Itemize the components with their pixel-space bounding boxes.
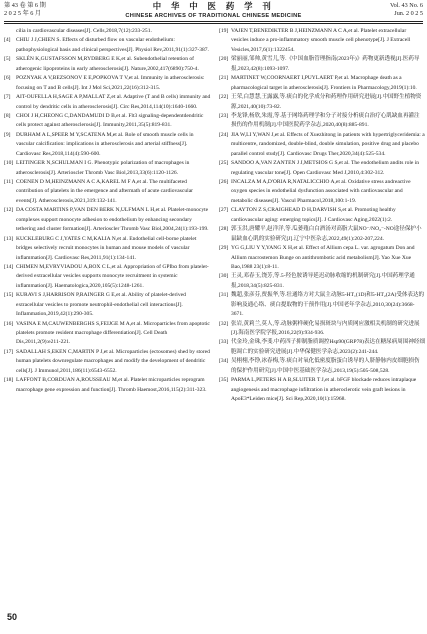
reference-number: [13] — [4, 235, 14, 242]
reference-text: KURAVI S J,HARRISON P,RAINGER G E,et al. Ability of platelet-derived extracellular vesicles to promote neutrophil-endothelial cell interactions[J]. Inflammation,2019,42(1):290-305. — [16, 292, 186, 318]
reference-number: [15] — [4, 292, 14, 299]
reference-number: [22] — [219, 94, 229, 101]
reference-item — [4, 348, 212, 376]
reference-text: MARTINET W,COORNAERT I,PUYLAERT P,et al. Macrophage death as a pharmacological target in atherosclerosis[J]. Frontiers in Pharmacology,2019(1):10. — [231, 75, 417, 91]
volume-issue-en: Vol. 43 No. 6 — [389, 2, 423, 9]
reference-item — [219, 74, 425, 93]
reference-number: [30] — [219, 273, 229, 280]
reference-text: CHIU J J,CHIEN S. Effects of disturbed flow on vascular endothelium: pathophysiological basis and clinical perspectives[J]. Physiol Rev,2011,91(1):327-387. — [16, 37, 209, 53]
reference-item — [219, 357, 425, 376]
reference-text: DURHAM A L,SPEER M Y,SCATENA M,et al. Role of smooth muscle cells in vascular calcification: implications in atherosclerosis and arterial stiffness[J]. Cardiovasc Res,2018,114(4):590-600. — [16, 131, 194, 157]
reference-item — [4, 159, 212, 178]
reference-text: SKLÉN K,GUSTAFSSON M,RYDBERG E K,et al. Subendothelial retention of atherogenic lipoproteins in early atherosclerosis[J]. Nature,2002,417(6890):750-4. — [16, 56, 199, 72]
reference-item — [219, 131, 425, 159]
reference-item — [219, 225, 425, 244]
reference-number: [25] — [219, 160, 229, 167]
reference-text: CHOI J H,CHEONG C,DANDAMUDI D B,et al. Flt3 signaling-dependentdendritic cells protect against atherosclerosis[J]. Immunity,2011,35(5):819-831. — [16, 112, 204, 129]
reference-text: JIA W,LI Y,WAN J,et al. Effects of Xuezhitong in patients with hypertriglyceridemia: a multicentre, randomized, double-blind, double simulation, positive drug and placebo parallel control study[J]. Cardiovasc Drugs Ther,2020,34(4):525-534. — [231, 131, 425, 157]
reference-item — [4, 131, 212, 159]
reference-item — [219, 112, 425, 131]
reference-text: SANDOO A,VAN ZANTEN J J,METSIOS G S,et al. The endothelium andits role in regulating vascular tone[J]. Open Cardiovasc Med J,2010,4:302-312. — [231, 160, 420, 176]
reference-text: YG G,LIU Y Y,YANG X H,et al. Effect of Allium cepa L. var. agrogatum Don and Allium macrostemon Bunge on antithrombotic acid metabolism[J]. Yao Xue Xue Bao,1988 23(1):8-11. — [231, 245, 415, 270]
reference-item — [4, 112, 212, 131]
reference-number: [35] — [219, 377, 229, 384]
reference-number: [21] — [219, 75, 229, 82]
reference-text: CHIMEN M,EVRYVIADOU A,BOX C L,et al. Appropriation of GPIbα from platelet-derived extracellular vesicles supports monocyte recruitment in systemic inflammation[J]. Haematologica,2020,105(5):1248-1261. — [16, 263, 209, 289]
reference-number: [33] — [219, 339, 229, 346]
reference-number: [14] — [4, 263, 14, 270]
reference-text: 李龙锋,杨欣,朱霞,等.基于网络药理学和分子对接分析痰白治疗心肌缺血再灌注损伤的作用机制[J].中国医院药学杂志,2020,40(8):885-891. — [231, 112, 420, 129]
reference-item — [219, 320, 425, 339]
reference-item — [4, 178, 212, 206]
reference-number: [18] — [4, 377, 14, 384]
reference-number: [6] — [4, 75, 11, 82]
reference-text: VASINA E M,CAUWENBERGHS S,FEIJGE M A,et al. Microparticles from apoptotic platelets promote resident macrophage differentiation[J]. Cell Death Dis,2011,2(9):e211-221. — [16, 320, 210, 346]
reference-text: 王灵,邓春玉,饶芳,等.5-羟色胺诱导延迟动脉收缩的机制研究[J].中国药理学通报,2018,34(5):825-831. — [231, 273, 415, 289]
reference-number: [11] — [4, 179, 14, 185]
reference-item — [4, 291, 212, 319]
journal-title-en: CHINESE ARCHIVES OF TRADITIONAL CHINESE MEDICINE — [125, 12, 302, 19]
reference-text: VAJEN T,BENEDIKTER B J,HEINZMANN A C A,et al. Platelet extracellular vesicles induce a pro-inflammatory smooth muscle cell phenotype[J]. J Extracell Vesicles,2017,6(1):1322454. — [231, 28, 411, 53]
reference-text: 张岩,黄莉兰,莫人,等.动脉粥样硬化易损斑块与内质网应激相关机制的研究进展[J].海南医学院学报,2016,22(9):934-936. — [231, 320, 420, 336]
date-en: Jun. 2 0 2 5 — [394, 10, 423, 18]
reference-item — [219, 93, 425, 112]
reference-text: 魏超,张彦芬,贾振华,等.壮通络方对大鼠主动脉5-HT₁(1D)和5-HT₂(2A)受体表达的影响及通心络、痰白提取物的干预作用[J].中国老年学杂志,2010,30(24):3668-3671. — [231, 292, 425, 318]
volume-issue-cn: 第 43 卷 第 6 期 — [4, 2, 46, 9]
reference-text: AIT-OUFELLA H,SAGE A P,MALLAT Z,et al. Adaptive (T and B cells) immunity and control by dendritic cells in atherosclerosis[J]. Circ Res,2014,114(10):1640-1660. — [16, 94, 211, 110]
reference-item — [219, 206, 425, 225]
reference-number: [23] — [219, 112, 229, 119]
reference-text: 郭玉洪,唐耀平,赵洋洋,等.瓜蒌薤白白酒汤对高脂大鼠NO⁻/NO₂⁻-NO途径保护小鼠缺血心肌的实验研究[J].辽宁中医杂志,2022,49(1):202-207,224. — [231, 226, 422, 242]
reference-text: 梁丽丽,邹帅,黄雪儿,等.《中国血脂管理指南(2023年)》药物更新透视[J].医药导报,2023,42(8):1093-1097. — [231, 56, 420, 72]
reference-column-right — [219, 27, 425, 597]
reference-text: 代金玲,金珠,李斐.中药四子抑制脂质调控Hsp90(GRP78)表达在糖尿病周围神经细胞凋亡的实验研究进展[J].中华保健医学杂志,2023(2):241-244. — [231, 339, 425, 355]
reference-number: [12] — [4, 207, 14, 214]
issue-info-en — [390, 2, 423, 19]
header-rule-thin — [4, 23, 423, 24]
reference-number: [24] — [219, 131, 229, 138]
reference-text: KUCKLEBURG C J,YATES C M,KALIA N,et al. Endothelial cell-borne platelet bridges selectively recruit monocytes in human and mouse models of vascular inflammation[J]. Cardiovasc Res,2011,91(1):134-141. — [16, 235, 197, 261]
reference-item — [219, 376, 425, 404]
page-number: 50 — [7, 612, 18, 622]
reference-item — [219, 291, 425, 319]
reference-number: [31] — [219, 292, 229, 299]
reference-text: INCALZA M A,D'ORIA R,NATALICCHIO A,et al. Oxidative stress andreactive oxygen species in endothelial dysfunction associated with cardiovascular and metabolic diseases[J]. Vascul Pharmacol,2018,100:1-19. — [231, 179, 411, 204]
reference-item — [219, 244, 425, 272]
reference-text: PARMA L,PETERS H A B,SLUITER T J,et al. bFGF blockade reduces intraplaque angiogenesis and macrophage infiltration in atheroclerotic vein graft lesions in ApoE3*Leiden mice[J]. Sci Rep,2020,10(1):15968. — [231, 377, 417, 403]
reference-text: LEITINGER N,SCHULMAN I G. Phenotypic polarization of macrophages in atherosclerosis[J]. Arterioscler Thromb Vasc Biol,2013,33(6):1120-1126. — [16, 160, 190, 176]
reference-item — [4, 376, 212, 395]
reference-item — [219, 55, 425, 74]
reference-item — [219, 272, 425, 291]
reference-number: [28] — [219, 226, 229, 233]
reference-item — [4, 235, 212, 263]
reference-text: DA COSTA MARTINS P,VAN DEN BERK N,ULFMAN L H,et al. Platelet-monocyte complexes support monocyte adhesion to endothelium by enhancing secondary tethering and cluster formation[J]. Arterioscler Thromb Vasc Biol,2004,24(1):193-199. — [16, 207, 209, 233]
reference-item — [4, 36, 212, 55]
reference-number: [19] — [219, 28, 229, 34]
reference-text: SADALLAH S,EKEN C,MARTIN P J,et al. Microparticles (ectosomes) shed by stored human platelets downregulate macrophages and modify the development of dendritic cells[J]. J Immunol,2011,186(11):6543-6552. — [16, 348, 210, 374]
reference-number: [4] — [4, 37, 11, 44]
reference-number: [17] — [4, 348, 14, 355]
reference-number: [8] — [4, 112, 11, 119]
reference-item — [4, 263, 212, 291]
reference-text: COENEN D M,HEINZMANN A C A,KAREL M F A,et al. The multifaceted contribution of platelets in the emergence and aftermath of acute cardiovascular events[J]. Atherosclerosis,2021,319:132-141. — [16, 179, 194, 204]
reference-item — [4, 320, 212, 348]
reference-number: [10] — [4, 160, 14, 167]
reference-item — [4, 93, 212, 112]
reference-text: 吴栩栩,李铮,冰春梅,等.痰白对氧化低密度脂蛋白诱导的人脐静脉内皮细胞损伤的保护作用研究[J].中国中医基础医学杂志,2013,19(5):505-508,528. — [231, 358, 420, 374]
reference-text: 王荣,白慧慧,王露露,等.痰白的化学成分和药理作用研究进展[J].中国野生植物资源,2021,40(10):73-82. — [231, 94, 422, 110]
header-rule-thick — [4, 21, 423, 22]
reference-text: LAFFONT B,CORDUAN A,ROUSSEAU M,et al. Platelet microparticles reprogram macrophage gene expression and function[J]. Thromb Haemost,2016,115(2):311-323. — [16, 377, 207, 393]
reference-number: [7] — [4, 94, 11, 101]
reference-number: [34] — [219, 358, 229, 365]
reference-item — [219, 159, 425, 178]
reference-text: CLAYTON Z S,CRAIGHEAD D H,DARVISH S,et al. Promoting healthy cardiovascular aging: emerging topics[J]. J Cardiovasc Aging,2022(1):2. — [231, 207, 396, 223]
reference-number: [16] — [4, 320, 14, 327]
reference-number: [9] — [4, 131, 11, 138]
reference-number: [26] — [219, 179, 229, 185]
reference-number: [32] — [219, 320, 229, 327]
running-header — [0, 0, 427, 26]
reference-number: [20] — [219, 56, 229, 63]
reference-item — [219, 27, 425, 55]
reference-column-left — [4, 27, 212, 597]
journal-title-cn: 中 华 中 医 药 学 刊 — [152, 1, 275, 11]
reference-text: cilia in cardiovascular diseases[J]. Cells,2018,7(12):233-251. — [16, 28, 152, 34]
reference-number: [29] — [219, 245, 229, 252]
reference-text: POZNYAK A V,BEZSONOV E E,POPKOVA T V,et al. Immunity in atherosclerosis: focusing on T and B cells[J]. Int J Mol Sci,2021,22(16):312-315. — [16, 75, 205, 91]
reference-item — [4, 74, 212, 93]
reference-item — [219, 338, 425, 357]
reference-item — [4, 206, 212, 234]
journal-title — [0, 2, 427, 20]
reference-number: [27] — [219, 207, 229, 214]
date-cn: 2 0 2 5 年 6 月 — [4, 10, 42, 18]
reference-number: [5] — [4, 56, 11, 63]
reference-item — [4, 27, 212, 36]
reference-item — [219, 178, 425, 206]
reference-item — [4, 55, 212, 74]
